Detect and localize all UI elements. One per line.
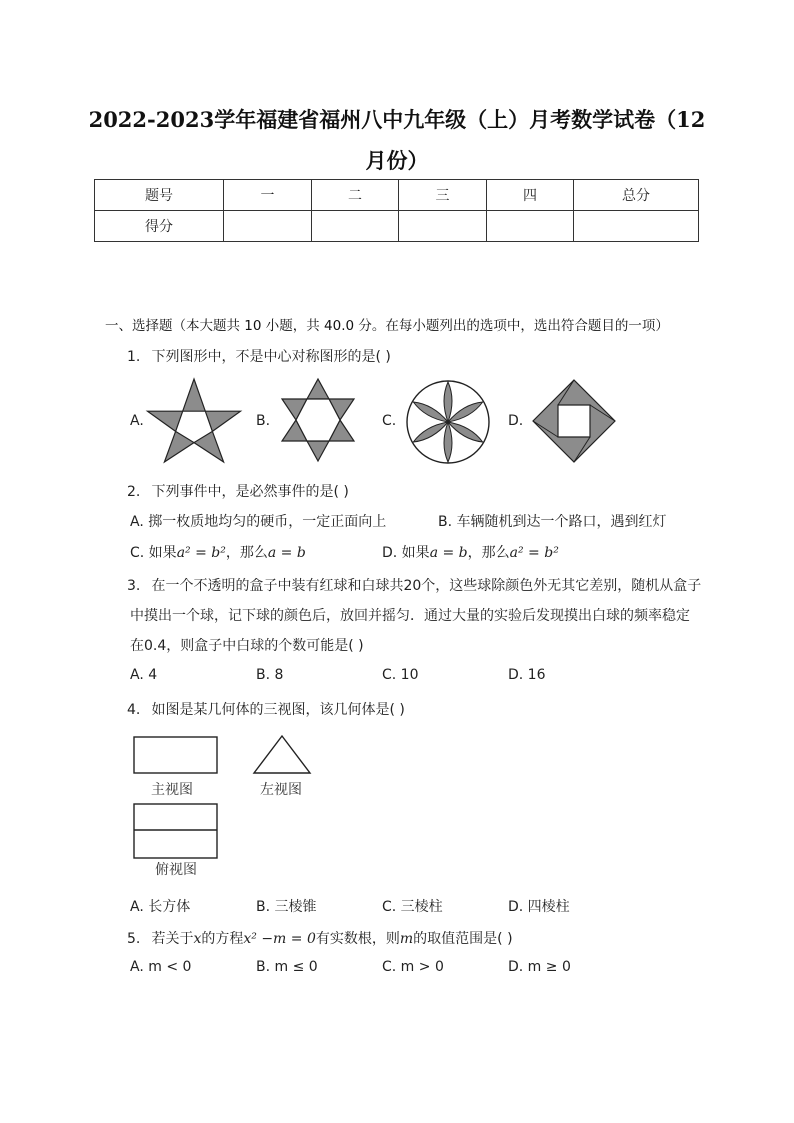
- option-c: C. m > 0: [382, 959, 444, 975]
- math-variable: x: [193, 931, 202, 947]
- side-view-figure: [251, 734, 313, 776]
- option-text: ，那么: [467, 545, 510, 561]
- score-cell[interactable]: [574, 211, 699, 242]
- option-label: D.: [508, 413, 524, 429]
- circle-petal-figure: [404, 378, 492, 466]
- score-cell[interactable]: [487, 211, 574, 242]
- question-2: [127, 481, 349, 501]
- option-text: C. 如果: [130, 545, 177, 561]
- math-variable: m: [399, 931, 414, 947]
- option-b: B. 车辆随机到达一个路口，遇到红灯: [438, 514, 667, 530]
- table-cell: 三: [399, 180, 487, 211]
- question-text-line: 中摸出一个球，记下球的颜色后，放回并摇匀．通过大量的实验后发现摸出白球的频率稳定: [130, 608, 690, 624]
- question-text: 在一个不透明的盒子中装有红球和白球共20个，这些球除颜色外无其它差别，随机从盒子: [151, 578, 702, 594]
- front-view-caption: 主视图: [151, 782, 193, 798]
- question-text: 的方程: [201, 931, 244, 947]
- table-cell: 四: [487, 180, 574, 211]
- question-text: 下列图形中，不是中心对称图形的是( ): [151, 349, 391, 365]
- question-text: 下列事件中，是必然事件的是( ): [151, 484, 349, 500]
- option-text: D. 如果: [382, 545, 430, 561]
- table-row: [95, 180, 699, 211]
- top-view-figure: [133, 803, 219, 861]
- math-expression: a² = b²: [176, 545, 226, 561]
- question-5: [127, 928, 513, 948]
- top-view-caption: 俯视图: [155, 862, 197, 878]
- score-cell[interactable]: [312, 211, 399, 242]
- question-number: 5.: [127, 931, 141, 947]
- score-cell[interactable]: [399, 211, 487, 242]
- option-b: B. m ≤ 0: [256, 959, 318, 975]
- option-a: A. m < 0: [130, 959, 192, 975]
- question-number: 3.: [127, 578, 141, 594]
- option-d: [382, 542, 559, 562]
- table-row: [95, 211, 699, 242]
- option-label: C.: [382, 413, 397, 429]
- score-table: [94, 179, 699, 242]
- page-title-line1: 2022-2023学年福建省福州八中九年级（上）月考数学试卷（12: [88, 107, 706, 132]
- star-figure: [144, 376, 244, 464]
- math-expression: x² −m = 0: [243, 931, 316, 947]
- question-number: 1.: [127, 349, 141, 365]
- option-c: C. 三棱柱: [382, 899, 443, 915]
- question-4: [127, 699, 405, 719]
- question-number: 2.: [127, 484, 141, 500]
- question-1: [127, 346, 391, 366]
- table-cell: 题号: [95, 180, 224, 211]
- math-expression: a² = b²: [509, 545, 559, 561]
- table-cell: 一: [224, 180, 312, 211]
- table-cell: 得分: [95, 211, 224, 242]
- option-c: [130, 542, 306, 562]
- question-text: 如图是某几何体的三视图，该几何体是( ): [151, 702, 405, 718]
- question-text: 有实数根，则: [315, 931, 400, 947]
- table-cell: 二: [312, 180, 399, 211]
- option-b: B. 8: [256, 667, 284, 683]
- math-expression: a = b: [267, 545, 306, 561]
- option-d: D. 16: [508, 667, 546, 683]
- page-title-line2: 月份）: [365, 148, 429, 173]
- math-expression: a = b: [429, 545, 468, 561]
- section-heading: 一、选择题（本大题共 10 小题，共 40.0 分。在每小题列出的选项中，选出符合题目的一项）: [105, 318, 669, 334]
- option-label: B.: [256, 413, 271, 429]
- option-a: A. 长方体: [130, 899, 191, 915]
- front-view-figure: [133, 736, 219, 776]
- option-label: A.: [130, 413, 144, 429]
- question-text: 的取值范围是( ): [413, 931, 513, 947]
- option-d: D. 四棱柱: [508, 899, 570, 915]
- square-pinwheel-figure: [531, 378, 617, 464]
- option-a: A. 4: [130, 667, 158, 683]
- question-number: 4.: [127, 702, 141, 718]
- option-c: C. 10: [382, 667, 419, 683]
- question-text-line: 在0.4，则盒子中白球的个数可能是( ): [130, 638, 364, 654]
- option-text: ，那么: [225, 545, 268, 561]
- side-view-caption: 左视图: [260, 782, 302, 798]
- option-b: B. 三棱锥: [256, 899, 317, 915]
- option-a: A. 掷一枚质地均匀的硬币，一定正面向上: [130, 514, 387, 530]
- score-cell[interactable]: [224, 211, 312, 242]
- option-d: D. m ≥ 0: [508, 959, 571, 975]
- question-text: 若关于: [151, 931, 194, 947]
- table-cell: 总分: [574, 180, 699, 211]
- hexagram-figure: [278, 377, 358, 463]
- question-3: [127, 575, 701, 595]
